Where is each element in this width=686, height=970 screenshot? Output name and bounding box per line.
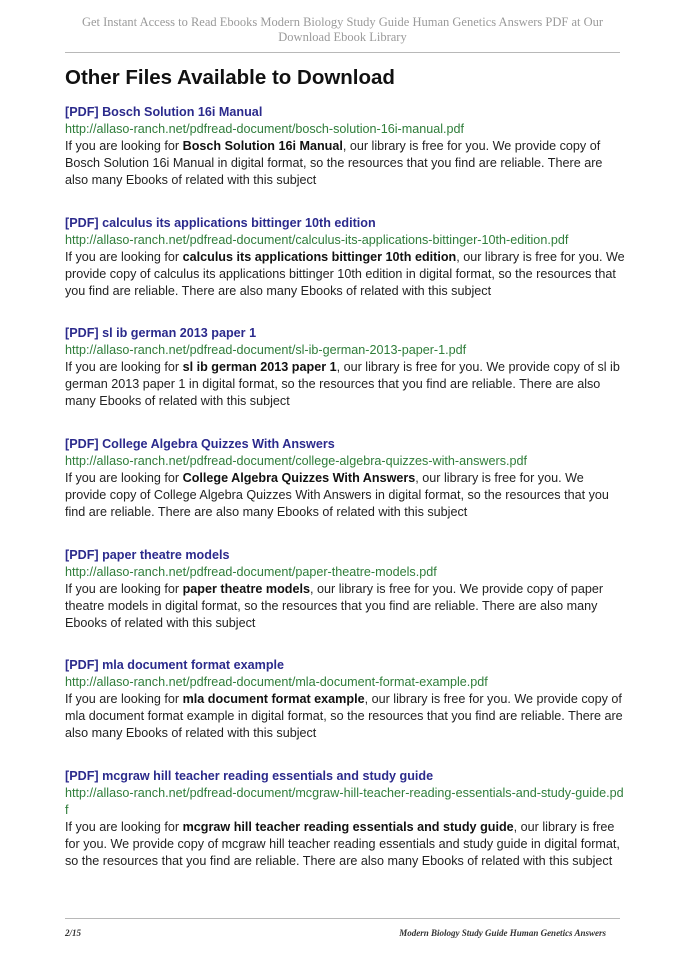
entry-title-link[interactable]: [PDF] calculus its applications bittinger 10th edition [65, 215, 376, 230]
entry-title-link[interactable]: [PDF] Bosch Solution 16i Manual [65, 105, 263, 119]
description-suffix: , our library is free for you. We provide copy of Bosch Solution 16i Manual in digital format, so the resources that you find are reliable. There are also many Ebooks of related with this subject [65, 139, 603, 187]
description-bold-title: mcgraw hill teacher reading essentials and study guide [182, 820, 514, 835]
entry-title-link[interactable]: [PDF] paper theatre models [65, 547, 230, 562]
header-divider [65, 52, 620, 53]
page-header: Get Instant Access to Read Ebooks Modern Biology Study Guide Human Genetics Answers PDF at Our Download Ebook Library [81, 15, 604, 44]
description-prefix: If you are looking for [65, 692, 183, 707]
description-bold-title: Bosch Solution 16i Manual [182, 139, 343, 153]
page-title: Other Files Available to Download [65, 66, 395, 89]
footer-doc-title: Modern Biology Study Guide Human Genetics Answers [399, 928, 606, 938]
description-suffix: , our library is free for you. We provide copy of sl ib german 2013 paper 1 in digital format, so the resources that you find are reliable. There are also many Ebooks of related with this subject [65, 360, 620, 409]
description-bold-title: paper theatre models [182, 581, 310, 596]
description-suffix: , our library is free for you. We provide copy of calculus its applications bittinger 10th edition in digital format, so the resources that you find are reliable. There are also many Ebooks of related with this subject [65, 249, 625, 298]
entry-description [65, 249, 625, 300]
list-item [65, 325, 625, 410]
list-item [65, 436, 625, 521]
description-bold-title: calculus its applications bittinger 10th edition [182, 249, 457, 264]
page-number: 2/15 [65, 928, 82, 938]
description-prefix: If you are looking for [65, 249, 183, 264]
file-list [65, 104, 625, 896]
entry-url-link[interactable]: http://allaso-ranch.net/pdfread-document/bosch-solution-16i-manual.pdf [65, 122, 465, 136]
entry-description [65, 470, 625, 521]
description-prefix: If you are looking for [65, 820, 183, 835]
description-suffix: , our library is free for you. We provide copy of mla document format example in digital format, so the resources that you find are reliable. There are also many Ebooks of related with this subject [65, 692, 623, 741]
entry-url-link[interactable]: http://allaso-ranch.net/pdfread-document/calculus-its-applications-bittinger-10th-edition.pdf [65, 232, 569, 247]
list-item [65, 768, 625, 870]
description-bold-title: College Algebra Quizzes With Answers [182, 471, 416, 486]
description-suffix: , our library is free for you. We provide copy of paper theatre models in digital format, so the resources that you find are reliable. There are also many Ebooks of related with this subject [65, 581, 604, 630]
list-item [65, 104, 625, 189]
description-prefix: If you are looking for [65, 581, 183, 596]
entry-title-link[interactable]: [PDF] College Algebra Quizzes With Answers [65, 437, 335, 452]
footer-divider [65, 918, 620, 919]
entry-description [65, 138, 625, 189]
entry-description [65, 819, 625, 870]
description-suffix: , our library is free for you. We provide copy of College Algebra Quizzes With Answers in digital format, so the resources that you find are reliable. There are also many Ebooks of related with this subject [65, 471, 609, 520]
description-prefix: If you are looking for [65, 360, 183, 375]
description-bold-title: mla document format example [182, 692, 365, 707]
entry-url-link[interactable]: http://allaso-ranch.net/pdfread-document/college-algebra-quizzes-with-answers.pdf [65, 454, 528, 469]
entry-title-link[interactable]: [PDF] sl ib german 2013 paper 1 [65, 326, 257, 341]
description-suffix: , our library is free for you. We provide copy of mcgraw hill teacher reading essentials and study guide in digital format, so the resources that you find are reliable. There are also many Ebooks of related with this subject [65, 820, 620, 869]
list-item [65, 547, 625, 632]
entry-description [65, 691, 625, 742]
entry-url-link[interactable]: http://allaso-ranch.net/pdfread-document/sl-ib-german-2013-paper-1.pdf [65, 343, 467, 358]
entry-url-link[interactable]: http://allaso-ranch.net/pdfread-document/mla-document-format-example.pdf [65, 675, 488, 690]
entry-title-link[interactable]: [PDF] mla document format example [65, 658, 285, 673]
description-prefix: If you are looking for [65, 471, 183, 486]
list-item [65, 215, 625, 300]
entry-description [65, 359, 625, 410]
entry-url-link[interactable]: http://allaso-ranch.net/pdfread-document/mcgraw-hill-teacher-reading-essentials-and-study-guide.pdf [65, 786, 624, 818]
entry-title-link[interactable]: [PDF] mcgraw hill teacher reading essentials and study guide [65, 769, 434, 784]
entry-description [65, 581, 625, 632]
description-bold-title: sl ib german 2013 paper 1 [182, 360, 337, 375]
list-item [65, 657, 625, 742]
description-prefix: If you are looking for [65, 139, 183, 153]
entry-url-link[interactable]: http://allaso-ranch.net/pdfread-document/paper-theatre-models.pdf [65, 564, 437, 579]
